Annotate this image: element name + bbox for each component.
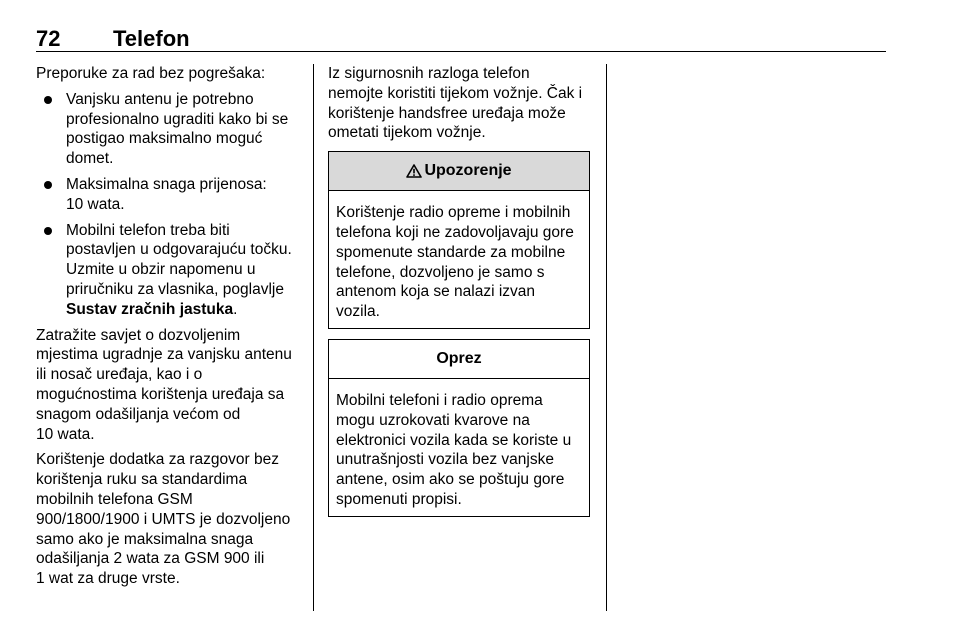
text-line: Mobilni telefon treba biti [66,221,230,239]
bullet-icon [44,96,52,104]
text-line: Vanjsku antenu je potrebno [66,90,254,108]
text-line: postigao maksimalno moguć [66,130,263,148]
text-line: antene, osim ako se poštuju gore [336,471,565,489]
text-line: nemojte koristiti tijekom vožnje. Čak i [328,84,583,102]
list-item [36,221,306,320]
text-line: Uzmite u obzir napomenu u [66,261,256,279]
text-line: Korištenje dodatka za razgovor bez [36,451,279,469]
column-divider-2 [606,64,607,611]
header-rule [36,51,886,52]
intro-text: Preporuke za rad bez pogrešaka: [36,65,266,82]
column-divider-1 [313,64,314,611]
text-line [66,300,306,320]
text-line: 10 wata. [36,425,95,443]
warning-box [328,151,590,329]
warning-triangle-icon [406,164,422,178]
text-line: spomenute standarde za mobilne [336,243,566,261]
page-title: Telefon [113,26,190,51]
text-line: 1 wat za druge vrste. [36,570,180,588]
text-line: unutrašnjosti vozila bez vanjske [336,451,554,469]
text-line: spomenuti propisi. [336,490,462,508]
text-line: mjestima ugradnje za vanjsku antenu [36,346,292,364]
middle-column [328,64,596,527]
text-line: Korištenje radio opreme i mobilnih [336,204,571,222]
caution-title: Oprez [436,350,482,368]
text-line: postavljen u odgovarajuću točku. [66,241,292,259]
reference-suffix: . [233,300,238,318]
left-column [36,64,306,595]
text-line: telefone, dozvoljeno je samo s [336,263,545,281]
text-line: profesionalno ugraditi kako bi se [66,110,289,128]
text-line: 900/1800/1900 i UMTS je dozvoljeno [36,510,291,528]
text-line: Iz sigurnosnih razloga telefon [328,65,530,82]
text-line: priručniku za vlasnika, poglavlje [66,280,284,298]
safety-intro-paragraph [328,64,596,143]
text-line: mogućnostima korištenja uređaja sa [36,385,285,403]
warning-header [329,152,589,191]
warning-title: Upozorenje [424,162,512,180]
text-line: korištenja ruku sa standardima [36,471,248,489]
text-line: korištenje handsfree uređaja može [328,104,566,122]
caution-body [329,379,589,516]
chapter-reference: Sustav zračnih jastuka [66,300,234,318]
text-line: odašiljanja 2 wata za GSM 900 ili [36,550,265,568]
text-line: mogu uzrokovati kvarove na [336,411,530,429]
caution-box [328,339,590,517]
text-line: vozila. [336,303,380,321]
text-line: Zatražite savjet o dozvoljenim [36,326,241,344]
text-line: mobilnih telefona GSM [36,490,193,508]
bullet-icon [44,181,52,189]
text-line: Maksimalna snaga prijenosa: [66,175,267,193]
caution-header [329,340,589,379]
text-line: domet. [66,150,114,168]
warning-body [329,191,589,328]
text-line: samo ako je maksimalna snaga [36,530,254,548]
text-line: ili nosač uređaja, kao i o [36,366,203,384]
handsfree-paragraph [36,450,306,589]
recommendation-list [36,90,306,320]
text-line: antenom koja se nalazi izvan [336,283,536,301]
list-item [36,175,306,215]
text-line: Mobilni telefoni i radio oprema [336,391,543,409]
text-line: 10 wata. [66,195,125,213]
mounting-advice-paragraph [36,326,306,445]
page-number: 72 [36,26,61,51]
list-item [36,90,306,169]
text-line: ometati tijekom vožnje. [328,124,486,142]
text-line: elektronici vozila kada se koriste u [336,431,572,449]
text-line: snagom odašiljanja većom od [36,405,241,423]
bullet-icon [44,227,52,235]
text-line: telefona koji ne zadovoljavaju gore [336,223,574,241]
